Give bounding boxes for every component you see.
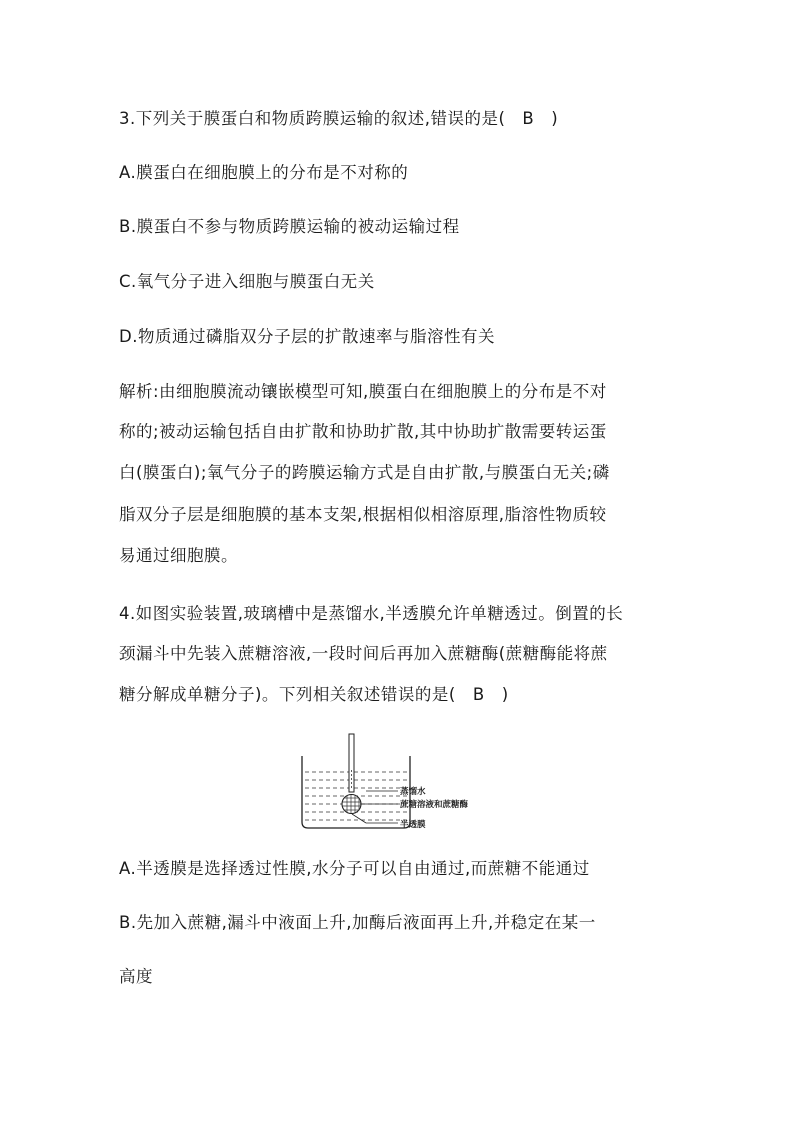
q3-option-b: B.膜蛋白不参与物质跨膜运输的被动运输过程: [119, 217, 460, 236]
figure-label-solution: 蔗糖溶液和蔗糖酶: [400, 800, 469, 810]
q3-option-d: D.物质通过磷脂双分子层的扩散速率与脂溶性有关: [119, 327, 495, 346]
osmosis-apparatus-figure: [296, 728, 496, 840]
q3-analysis-line-2: 称的;被动运输包括自由扩散和协助扩散,其中协助扩散需要转运蛋: [119, 422, 607, 441]
q4-stem-line-1: 4.如图实验装置,玻璃槽中是蒸馏水,半透膜允许单糖透过。倒置的长: [119, 604, 624, 623]
q4-option-a: A.半透膜是选择透过性膜,水分子可以自由通过,而蔗糖不能通过: [119, 859, 590, 878]
q3-stem: 3.下列关于膜蛋白和物质跨膜运输的叙述,错误的是( B ): [119, 109, 559, 128]
q3-analysis-line-3: 白(膜蛋白);氧气分子的跨膜运输方式是自由扩散,与膜蛋白无关;磷: [119, 463, 610, 482]
q3-analysis-line-4: 脂双分子层是细胞膜的基本支架,根据相似相溶原理,脂溶性物质较: [119, 505, 607, 524]
q4-stem-line-3: 糖分解成单糖分子)。下列相关叙述错误的是( B ): [119, 685, 509, 704]
q4-option-b-continued: 高度: [119, 967, 153, 986]
figure-label-membrane: 半透膜: [400, 820, 426, 830]
q3-analysis-line-1: 解析:由细胞膜流动镶嵌模型可知,膜蛋白在细胞膜上的分布是不对: [119, 382, 607, 401]
q3-option-c: C.氧气分子进入细胞与膜蛋白无关: [119, 272, 375, 291]
q4-option-b: B.先加入蔗糖,漏斗中液面上升,加酶后液面再上升,并稳定在某一: [119, 913, 596, 932]
q3-analysis-line-5: 易通过细胞膜。: [119, 546, 238, 565]
figure-label-water: 蒸馏水: [400, 787, 426, 797]
q4-stem-line-2: 颈漏斗中先装入蔗糖溶液,一段时间后再加入蔗糖酶(蔗糖酶能将蔗: [119, 644, 608, 663]
q3-option-a: A.膜蛋白在细胞膜上的分布是不对称的: [119, 163, 409, 182]
